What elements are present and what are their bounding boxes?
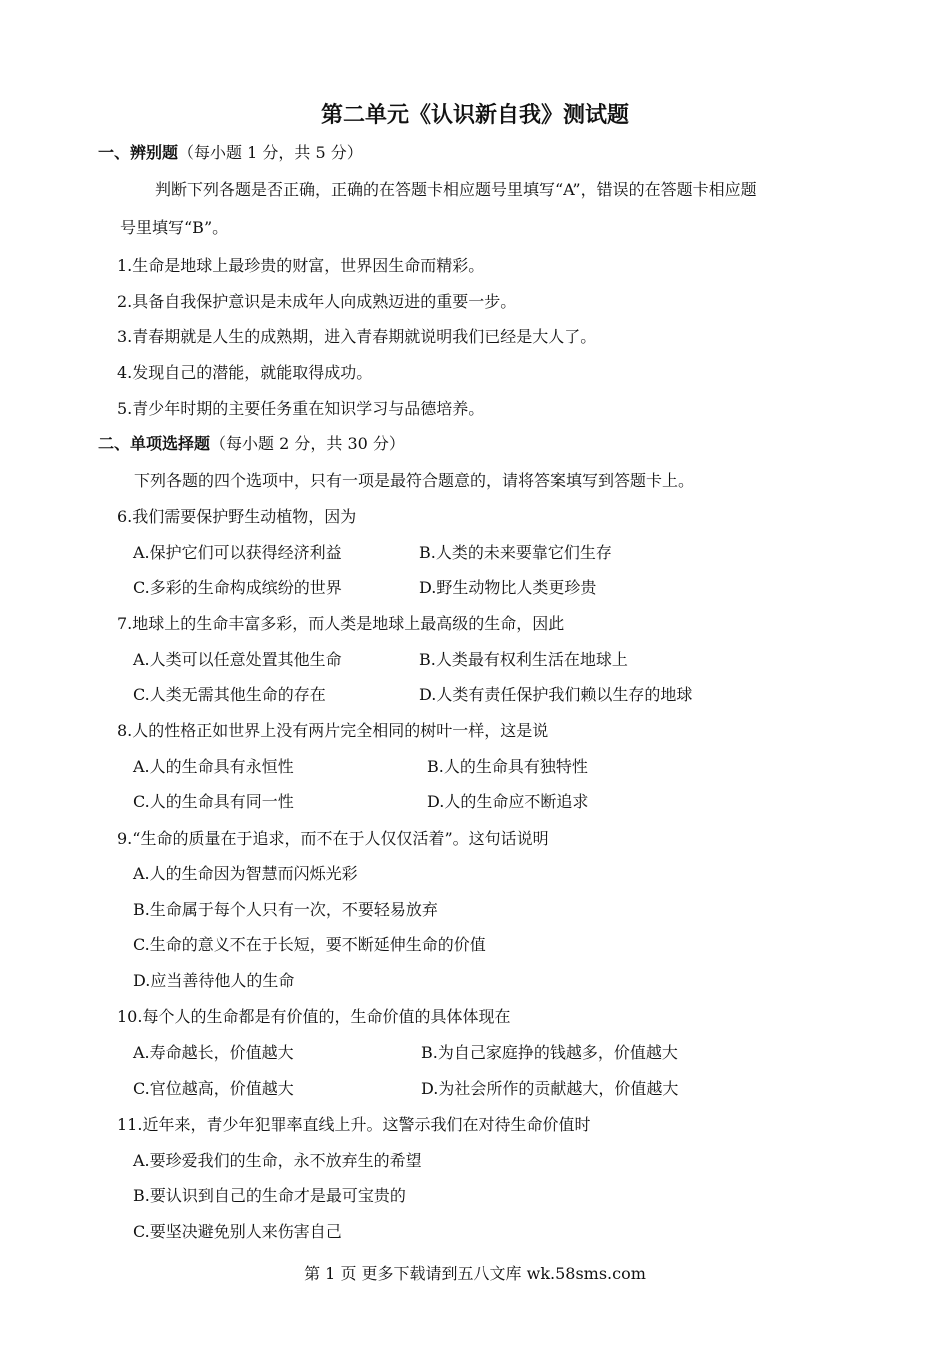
page-title: 第二单元《认识新自我》测试题 xyxy=(320,102,629,128)
question-9-option-a: A.人的生命因为智慧而闪烁光彩 xyxy=(133,864,358,883)
question-10-option-b: B.为自己家庭挣的钱越多，价值越大 xyxy=(421,1043,678,1062)
section2-note: （每小题 2 分，共 30 分） xyxy=(210,434,405,453)
question-8-option-d: D.人的生命应不断追求 xyxy=(427,792,589,811)
section1-instruction-line2: 号里填写“B”。 xyxy=(120,218,229,237)
question-11-option-c: C.要坚决避免别人来伤害自己 xyxy=(133,1222,342,1241)
question-6-option-d: D.野生动物比人类更珍贵 xyxy=(419,578,597,597)
section2-heading xyxy=(98,431,405,457)
section1-note: （每小题 1 分，共 5 分） xyxy=(178,143,363,162)
question-8-option-a: A.人的生命具有永恒性 xyxy=(133,757,294,776)
question-9-option-c: C.生命的意义不在于长短，要不断延伸生命的价值 xyxy=(133,935,486,954)
question-7-option-b: B.人类最有权利生活在地球上 xyxy=(419,650,628,669)
question-5: 5.青少年时期的主要任务重在知识学习与品德培养。 xyxy=(117,399,485,418)
question-11: 11.近年来，青少年犯罪率直线上升。这警示我们在对待生命价值时 xyxy=(117,1115,591,1134)
section1-heading-text: 一、辨别题 xyxy=(98,143,179,162)
section2-heading-text: 二、单项选择题 xyxy=(98,434,211,453)
question-11-option-a: A.要珍爱我们的生命，永不放弃生的希望 xyxy=(133,1151,422,1170)
question-11-option-b: B.要认识到自己的生命才是最可宝贵的 xyxy=(133,1186,406,1205)
section1-instruction-line1: 判断下列各题是否正确，正确的在答题卡相应题号里填写“A”，错误的在答题卡相应题 xyxy=(155,180,757,199)
question-4: 4.发现自己的潜能，就能取得成功。 xyxy=(117,363,373,382)
question-10-option-a: A.寿命越长，价值越大 xyxy=(133,1043,294,1062)
question-6-option-c: C.多彩的生命构成缤纷的世界 xyxy=(133,578,342,597)
question-8-option-b: B.人的生命具有独特性 xyxy=(427,757,588,776)
page-footer: 第 1 页 更多下载请到五八文库 wk.58sms.com xyxy=(304,1264,646,1283)
question-7: 7.地球上的生命丰富多彩，而人类是地球上最高级的生命，因此 xyxy=(117,614,565,633)
question-3: 3.青春期就是人生的成熟期，进入青春期就说明我们已经是大人了。 xyxy=(117,327,597,346)
question-7-option-a: A.人类可以任意处置其他生命 xyxy=(133,650,342,669)
question-10: 10.每个人的生命都是有价值的，生命价值的具体体现在 xyxy=(117,1007,511,1026)
question-10-option-c: C.官位越高，价值越大 xyxy=(133,1079,294,1098)
section1-heading xyxy=(98,140,363,166)
question-8-option-c: C.人的生命具有同一性 xyxy=(133,792,294,811)
question-1: 1.生命是地球上最珍贵的财富，世界因生命而精彩。 xyxy=(117,256,485,275)
question-9: 9.“生命的质量在于追求，而不在于人仅仅活着”。这句话说明 xyxy=(117,829,549,848)
question-7-option-c: C.人类无需其他生命的存在 xyxy=(133,685,326,704)
question-6-option-b: B.人类的未来要靠它们生存 xyxy=(419,543,612,562)
question-8: 8.人的性格正如世界上没有两片完全相同的树叶一样，这是说 xyxy=(117,721,549,740)
question-6-option-a: A.保护它们可以获得经济利益 xyxy=(133,543,342,562)
question-10-option-d: D.为社会所作的贡献越大，价值越大 xyxy=(421,1079,679,1098)
question-9-option-b: B.生命属于每个人只有一次，不要轻易放弃 xyxy=(133,900,438,919)
question-7-option-d: D.人类有责任保护我们赖以生存的地球 xyxy=(419,685,693,704)
question-6: 6.我们需要保护野生动植物，因为 xyxy=(117,507,357,526)
question-9-option-d: D.应当善待他人的生命 xyxy=(133,971,295,990)
question-2: 2.具备自我保护意识是未成年人向成熟迈进的重要一步。 xyxy=(117,292,517,311)
section2-instruction: 下列各题的四个选项中，只有一项是最符合题意的，请将答案填写到答题卡上。 xyxy=(134,471,695,490)
